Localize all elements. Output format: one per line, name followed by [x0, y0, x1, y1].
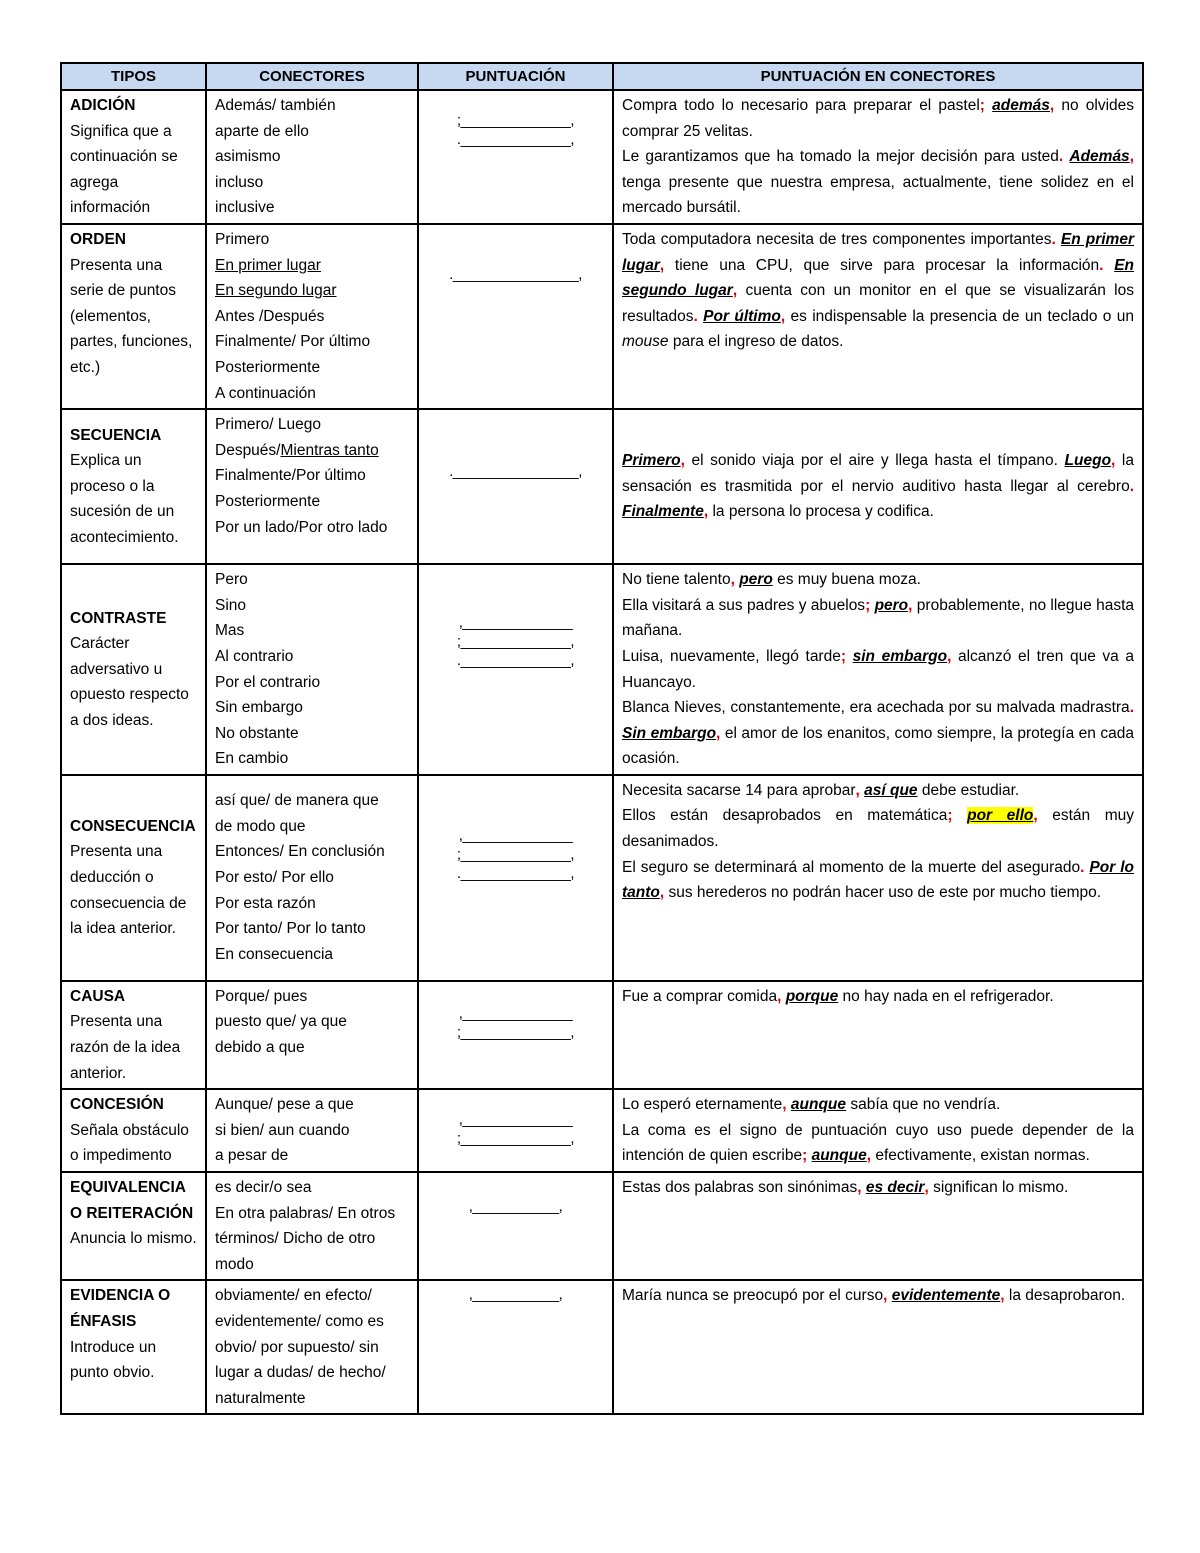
punctuation-pattern: ,______________	[458, 614, 573, 632]
connector-word: Luego	[1064, 452, 1112, 470]
connector-word: Por último	[703, 307, 781, 325]
punctuation-mark: ,	[857, 1179, 866, 1197]
table-row	[61, 775, 1143, 981]
connector-item: Finalmente/ Por último	[215, 333, 371, 351]
type-name: CONCESIÓN	[70, 1096, 164, 1114]
punctuation-mark: ,	[1000, 1287, 1005, 1305]
type-desc: Explica un proceso o la sucesión de un acontecimiento.	[70, 452, 179, 547]
punctuation-cell	[418, 224, 613, 409]
connector-word: aunque	[790, 1096, 847, 1114]
example-text: para el ingreso de datos.	[668, 333, 844, 351]
punctuation-mark: .	[1058, 148, 1070, 166]
punctuation-mark: ,	[680, 452, 685, 470]
punctuation-pattern: .________________,	[449, 463, 582, 481]
type-cell	[61, 775, 206, 981]
table-row	[61, 981, 1143, 1089]
example-text: Ella visitará a sus padres y abuelos	[622, 596, 866, 614]
punctuation-mark: ;	[979, 97, 993, 114]
table-row	[61, 90, 1143, 224]
punctuation-mark: .	[1099, 256, 1115, 274]
connector-item: En consecuencia	[215, 945, 334, 963]
punctuation-pattern: .______________,	[456, 131, 575, 148]
connector-word: evidentemente	[891, 1287, 1001, 1305]
type-name: ORDEN	[70, 230, 126, 248]
type-cell	[61, 1089, 206, 1172]
connector-item: es decir/o sea	[215, 1179, 312, 1197]
connector-underlined: Mientras tanto	[280, 441, 379, 459]
punctuation-mark: ;	[865, 596, 875, 614]
connector-item: Sin embargo	[215, 699, 303, 717]
connector-word: así que	[864, 781, 918, 799]
connector-item: Por el contrario	[215, 673, 321, 691]
connector-item: Además/ también	[215, 97, 336, 114]
example-text: Compra todo lo necesario para preparar el pastel	[622, 97, 980, 114]
example-text: Necesita sacarse 14 para aprobar	[622, 781, 856, 799]
punctuation-mark: ,	[659, 256, 665, 274]
punctuation-mark: ,	[703, 503, 709, 521]
example-text: sus herederos no podrán hacer uso de este por mucho tiempo.	[664, 884, 1102, 902]
connector-item: En primer lugar	[215, 256, 321, 274]
connector-word: Finalmente	[622, 503, 704, 521]
punctuation-pattern: ;______________,	[456, 633, 575, 651]
connector-item: obviamente/ en efecto/ evidentemente/ como es obvio/ por supuesto/ sin lugar a dudas/ de hecho/ naturalmente	[215, 1287, 386, 1407]
connector-item: debido a que	[215, 1039, 305, 1057]
type-name: EQUIVALENCIA O REITERACIÓN	[70, 1179, 194, 1222]
connector-item: Primero/ Luego	[215, 416, 321, 434]
connector-item: No obstante	[215, 724, 299, 742]
example-text: sabía que no vendría.	[846, 1096, 1001, 1114]
connector-item: Finalmente/Por último	[215, 467, 366, 485]
punctuation-pattern: .______________,	[456, 864, 575, 882]
punctuation-mark: .	[693, 307, 704, 325]
header-tipos: TIPOS	[61, 63, 206, 90]
example-cell	[613, 409, 1143, 564]
connector-item: Después/Mientras tanto	[215, 441, 379, 459]
punctuation-mark: ,	[924, 1179, 929, 1197]
punctuation-cell	[418, 1172, 613, 1280]
example-text: tiene una CPU, que sirve para procesar la información	[664, 256, 1100, 274]
connector-word: por ello	[967, 807, 1034, 825]
type-desc: Presenta una serie de puntos (elementos, partes, funciones, etc.)	[70, 256, 193, 376]
punctuation-mark: ,	[1049, 97, 1055, 114]
connectors-cell	[206, 775, 418, 981]
type-desc: Señala obstáculo o impedimento	[70, 1121, 189, 1165]
type-cell	[61, 1280, 206, 1414]
type-name: EVIDENCIA O ÉNFASIS	[70, 1287, 171, 1330]
punctuation-pattern: ,___________,	[468, 1286, 563, 1304]
connector-item: Por tanto/ Por lo tanto	[215, 920, 366, 938]
example-text: es indispensable la presencia de un teclado o un	[785, 307, 1134, 325]
punctuation-cell	[418, 1280, 613, 1414]
example-text: cuenta con un monitor en el que se visualizarán los resultados	[622, 282, 1134, 325]
connector-item: Pero	[215, 571, 248, 589]
example-text: efectivamente, existan normas.	[871, 1147, 1090, 1165]
table-row	[61, 1172, 1143, 1280]
connector-item: Aunque/ pese a que	[215, 1096, 354, 1114]
type-cell	[61, 224, 206, 409]
connector-item: A continuación	[215, 384, 316, 402]
example-cell	[613, 775, 1143, 981]
punctuation-mark: ,	[659, 884, 665, 902]
example-cell	[613, 1089, 1143, 1172]
example-text: alcanzó el tren que va a Huancayo.	[622, 647, 1134, 691]
connector-word: Primero	[622, 452, 681, 470]
example-text: debe estudiar.	[917, 781, 1020, 799]
connectors-cell	[206, 1089, 418, 1172]
punctuation-mark: ,	[947, 647, 952, 665]
type-name: CAUSA	[70, 987, 126, 1005]
type-name: CONSECUENCIA	[70, 817, 196, 835]
connector-item: inclusive	[215, 199, 275, 217]
punctuation-cell	[418, 90, 613, 224]
punctuation-pattern: ;______________,	[456, 845, 575, 863]
type-cell	[61, 981, 206, 1089]
connector-item: Mas	[215, 622, 245, 640]
connector-item: Primero	[215, 230, 270, 248]
example-text: la persona lo procesa y codifica.	[708, 503, 934, 521]
table-row	[61, 1280, 1143, 1414]
connector-item: aparte de ello	[215, 122, 309, 140]
punctuation-mark: .	[1129, 699, 1134, 717]
connector-item: a pesar de	[215, 1147, 289, 1165]
connector-word: Además	[1069, 148, 1130, 166]
example-text: están muy desanimados.	[622, 807, 1135, 851]
connector-item: Por esta razón	[215, 894, 316, 912]
punctuation-mark: ,	[777, 987, 786, 1005]
punctuation-pattern: ,______________	[458, 826, 573, 844]
connectors-cell	[206, 90, 418, 224]
punctuation-cell	[418, 981, 613, 1089]
table-row	[61, 564, 1143, 775]
connector-item: Por un lado/Por otro lado	[215, 518, 388, 536]
punctuation-pattern: ,___________,	[468, 1198, 563, 1216]
connector-item: así que/ de manera que	[215, 792, 379, 810]
example-text: es muy buena moza.	[772, 571, 921, 589]
type-name: CONTRASTE	[70, 609, 167, 627]
table-row	[61, 224, 1143, 409]
table-row	[61, 409, 1143, 564]
header-puntuacion: PUNTUACIÓN	[418, 63, 613, 90]
type-name: ADICIÓN	[70, 97, 136, 114]
connector-item: incluso	[215, 173, 264, 191]
connectors-table	[60, 62, 1144, 1415]
punctuation-pattern: ;______________,	[456, 1023, 575, 1041]
punctuation-mark: ,	[1033, 807, 1038, 825]
type-desc: Presenta una razón de la idea anterior.	[70, 1013, 181, 1082]
punctuation-pattern: ;______________,	[456, 112, 575, 129]
connector-word: pero	[874, 596, 909, 614]
punctuation-mark: .	[1129, 477, 1134, 495]
punctuation-cell	[418, 1089, 613, 1172]
connector-item: Antes /Después	[215, 307, 325, 325]
punctuation-mark: ,	[866, 1147, 872, 1165]
connector-word: porque	[785, 987, 839, 1005]
example-text: Lo esperó eternamente	[622, 1096, 783, 1114]
connector-item: En otra palabras/ En otros términos/ Dicho de otro modo	[215, 1204, 396, 1273]
connector-item: Posteriormente	[215, 492, 321, 510]
punctuation-mark: ,	[716, 724, 721, 742]
connector-item: puesto que/ ya que	[215, 1013, 347, 1031]
example-text: no olvides comprar 25 velitas.	[622, 97, 1135, 140]
example-text: No tiene talento	[622, 571, 731, 589]
punctuation-cell	[418, 564, 613, 775]
example-text: el sonido viaja por el aire y llega hasta el tímpano.	[684, 452, 1065, 470]
example-cell	[613, 564, 1143, 775]
type-name: SECUENCIA	[70, 426, 162, 444]
punctuation-mark: ,	[908, 596, 913, 614]
punctuation-cell	[418, 409, 613, 564]
type-desc: Introduce un punto obvio.	[70, 1338, 157, 1382]
example-text: tenga presente que nuestra empresa, actualmente, tiene solidez en el mercado bursátil.	[622, 173, 1134, 217]
example-text: El seguro se determinará al momento de la muerte del asegurado	[622, 858, 1081, 876]
example-cell	[613, 90, 1143, 224]
punctuation-mark: ,	[732, 282, 738, 300]
connector-word: aunque	[811, 1147, 867, 1165]
connectors-cell	[206, 409, 418, 564]
punctuation-cell	[418, 775, 613, 981]
example-text: la desaprobaron.	[1004, 1287, 1126, 1305]
connector-item: En cambio	[215, 750, 289, 768]
punctuation-pattern: .________________,	[449, 265, 582, 283]
connectors-cell	[206, 224, 418, 409]
connectors-cell	[206, 1280, 418, 1414]
connector-item: En segundo lugar	[215, 282, 337, 300]
punctuation-pattern: ,______________	[458, 1111, 573, 1129]
type-cell	[61, 1172, 206, 1280]
connector-word: En primer lugar	[622, 230, 1134, 274]
punctuation-mark: ,	[730, 571, 740, 589]
type-desc: Anuncia lo mismo.	[70, 1230, 197, 1248]
punctuation-mark: ,	[1111, 452, 1116, 470]
connector-item: Por esto/ Por ello	[215, 869, 334, 887]
connectors-cell	[206, 1172, 418, 1280]
example-text: Estas dos palabras son sinónimas	[622, 1179, 858, 1197]
connector-item: de modo que	[215, 817, 306, 835]
punctuation-mark: ;	[802, 1147, 812, 1165]
type-desc: Significa que a continuación se agrega información	[70, 122, 178, 217]
type-desc: Presenta una deducción o consecuencia de la idea anterior.	[70, 843, 187, 938]
example-cell	[613, 1280, 1143, 1414]
connector-item: Entonces/ En conclusión	[215, 843, 385, 861]
example-text: Luisa, nuevamente, llegó tarde	[622, 647, 841, 665]
connector-word: pero	[739, 571, 773, 589]
example-text: María nunca se preocupó por el curso	[622, 1287, 884, 1305]
example-text: mouse	[622, 333, 669, 351]
connector-item: asimismo	[215, 148, 281, 166]
example-text: probablemente, no llegue hasta mañana.	[622, 596, 1135, 640]
example-cell	[613, 224, 1143, 409]
type-cell	[61, 409, 206, 564]
table-row	[61, 1089, 1143, 1172]
punctuation-pattern: ;______________,	[456, 1130, 575, 1148]
punctuation-mark: ,	[780, 307, 786, 325]
punctuation-mark: ;	[840, 647, 853, 665]
connector-item: si bien/ aun cuando	[215, 1121, 350, 1139]
connector-word: sin embargo	[852, 647, 948, 665]
type-cell	[61, 90, 206, 224]
example-text: Ellos están desaprobados en matemática	[622, 807, 948, 825]
type-desc: Carácter adversativo u opuesto respecto a dos ideas.	[70, 635, 189, 729]
type-cell	[61, 564, 206, 775]
header-puntuacion-en-conectores: PUNTUACIÓN EN CONECTORES	[613, 63, 1143, 90]
punctuation-mark: .	[1051, 230, 1061, 248]
example-text: Fue a comprar comida	[622, 987, 778, 1005]
connector-word: es decir	[865, 1179, 925, 1197]
example-text: la sensación es trasmitida por el nervio auditivo hasta llegar al cerebro	[622, 452, 1134, 495]
example-text: significan lo mismo.	[928, 1179, 1069, 1197]
connector-item: Posteriormente	[215, 358, 321, 376]
connector-word: En segundo lugar	[622, 256, 1134, 300]
example-text: Le garantizamos que ha tomado la mejor decisión para usted	[622, 148, 1059, 166]
example-text: Toda computadora necesita de tres componentes importantes	[622, 230, 1052, 248]
connector-word: Por lo tanto	[622, 858, 1134, 902]
punctuation-mark: ,	[855, 781, 865, 799]
connector-item: Sino	[215, 596, 247, 614]
example-cell	[613, 1172, 1143, 1280]
example-cell	[613, 981, 1143, 1089]
example-text: Blanca Nieves, constantemente, era acechada por su malvada madrastra	[622, 699, 1130, 717]
punctuation-mark: ,	[1129, 148, 1134, 166]
punctuation-mark: .	[1080, 858, 1090, 876]
connector-item: Al contrario	[215, 647, 294, 665]
punctuation-pattern: .______________,	[456, 652, 575, 670]
connector-word: además	[992, 97, 1050, 114]
connector-word: Sin embargo	[622, 724, 717, 742]
example-text: La coma es el signo de puntuación cuyo uso puede depender de la intención de quien escribe	[622, 1121, 1134, 1165]
punctuation-mark: ,	[883, 1287, 892, 1305]
punctuation-mark: ,	[782, 1096, 791, 1114]
header-conectores: CONECTORES	[206, 63, 418, 90]
example-text: no hay nada en el refrigerador.	[838, 987, 1054, 1005]
punctuation-pattern: ,______________	[458, 1004, 573, 1022]
punctuation-mark: ;	[947, 807, 968, 825]
connectors-cell	[206, 564, 418, 775]
connectors-cell	[206, 981, 418, 1089]
connector-item: Porque/ pues	[215, 987, 308, 1005]
header-row	[61, 63, 1143, 90]
example-text: el amor de los enanitos, como siempre, la protegía en cada ocasión.	[622, 724, 1134, 768]
